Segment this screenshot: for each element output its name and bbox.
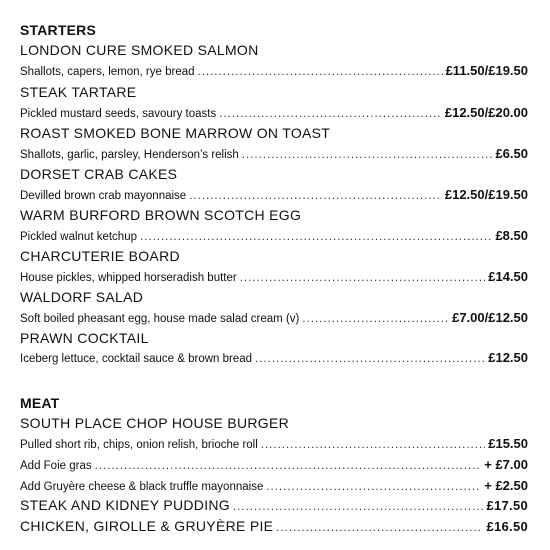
dish-name: ROAST SMOKED BONE MARROW ON TOAST	[20, 125, 331, 141]
dish-description: Pickled mustard seeds, savoury toasts	[20, 108, 217, 120]
dish-line	[20, 105, 528, 120]
leader-dots	[219, 108, 442, 120]
leader-dots	[242, 149, 493, 161]
dish-price: £12.50	[488, 350, 528, 365]
dish-price: £11.50/£19.50	[445, 63, 528, 78]
dish-name: STEAK TARTARE	[20, 84, 137, 100]
extra-price: + £2.50	[484, 478, 528, 493]
dish-description: Shallots, capers, lemon, rye bread	[20, 66, 195, 78]
dish-price: £7.00/£12.50	[452, 310, 528, 325]
dish-price: £17.50	[486, 498, 528, 513]
extra-description: Add Foie gras	[20, 460, 92, 472]
dish-line	[20, 497, 528, 513]
leader-dots	[140, 231, 492, 243]
extra-line	[20, 457, 528, 472]
leader-dots	[233, 501, 483, 513]
meat-heading: MEAT	[20, 395, 60, 411]
leader-dots	[302, 313, 449, 325]
dish-name: LONDON CURE SMOKED SALMON	[20, 42, 259, 58]
leader-dots	[189, 190, 442, 202]
dish-name: DORSET CRAB CAKES	[20, 166, 178, 182]
dish-description: Shallots, garlic, parsley, Henderson’s relish	[20, 149, 239, 161]
leader-dots	[240, 272, 486, 284]
dish-line	[20, 228, 528, 243]
dish-description: Pulled short rib, chips, onion relish, brioche roll	[20, 439, 258, 451]
dish-line	[20, 310, 528, 325]
dish-price: £12.50/£20.00	[444, 105, 528, 120]
dish-line	[20, 146, 528, 161]
dish-description: Iceberg lettuce, cocktail sauce & brown bread	[20, 353, 253, 365]
dish-price: £6.50	[495, 146, 528, 161]
dish-line	[20, 436, 528, 451]
dish-line	[20, 269, 528, 284]
dish-price: £12.50/£19.50	[444, 187, 528, 202]
dish-price: £8.50	[495, 228, 528, 243]
leader-dots	[95, 460, 482, 472]
dish-description: Soft boiled pheasant egg, house made salad cream (v)	[20, 313, 300, 325]
dish-line	[20, 518, 528, 534]
dish-name: STEAK AND KIDNEY PUDDING	[20, 497, 230, 513]
extra-price: + £7.00	[484, 457, 528, 472]
starters-heading: STARTERS	[20, 22, 97, 38]
dish-name: WARM BURFORD BROWN SCOTCH EGG	[20, 207, 302, 223]
dish-line	[20, 63, 528, 78]
dish-description: Pickled walnut ketchup	[20, 231, 137, 243]
dish-description: House pickles, whipped horseradish butter	[20, 272, 237, 284]
dish-line	[20, 187, 528, 202]
extra-line	[20, 478, 528, 493]
leader-dots	[255, 353, 485, 365]
leader-dots	[261, 439, 485, 451]
leader-dots	[276, 522, 483, 534]
leader-dots	[198, 66, 443, 78]
leader-dots	[266, 481, 481, 493]
dish-price: £15.50	[488, 436, 528, 451]
dish-name: CHARCUTERIE BOARD	[20, 248, 180, 264]
dish-line	[20, 350, 528, 365]
dish-name: SOUTH PLACE CHOP HOUSE BURGER	[20, 415, 290, 431]
dish-name: WALDORF SALAD	[20, 289, 144, 305]
dish-name: CHICKEN, GIROLLE & GRUYÈRE PIE	[20, 518, 274, 534]
dish-name: PRAWN COCKTAIL	[20, 330, 149, 346]
dish-price: £16.50	[486, 519, 528, 534]
dish-price: £14.50	[488, 269, 528, 284]
extra-description: Add Gruyère cheese & black truffle mayonnaise	[20, 481, 264, 493]
dish-description: Devilled brown crab mayonnaise	[20, 190, 187, 202]
